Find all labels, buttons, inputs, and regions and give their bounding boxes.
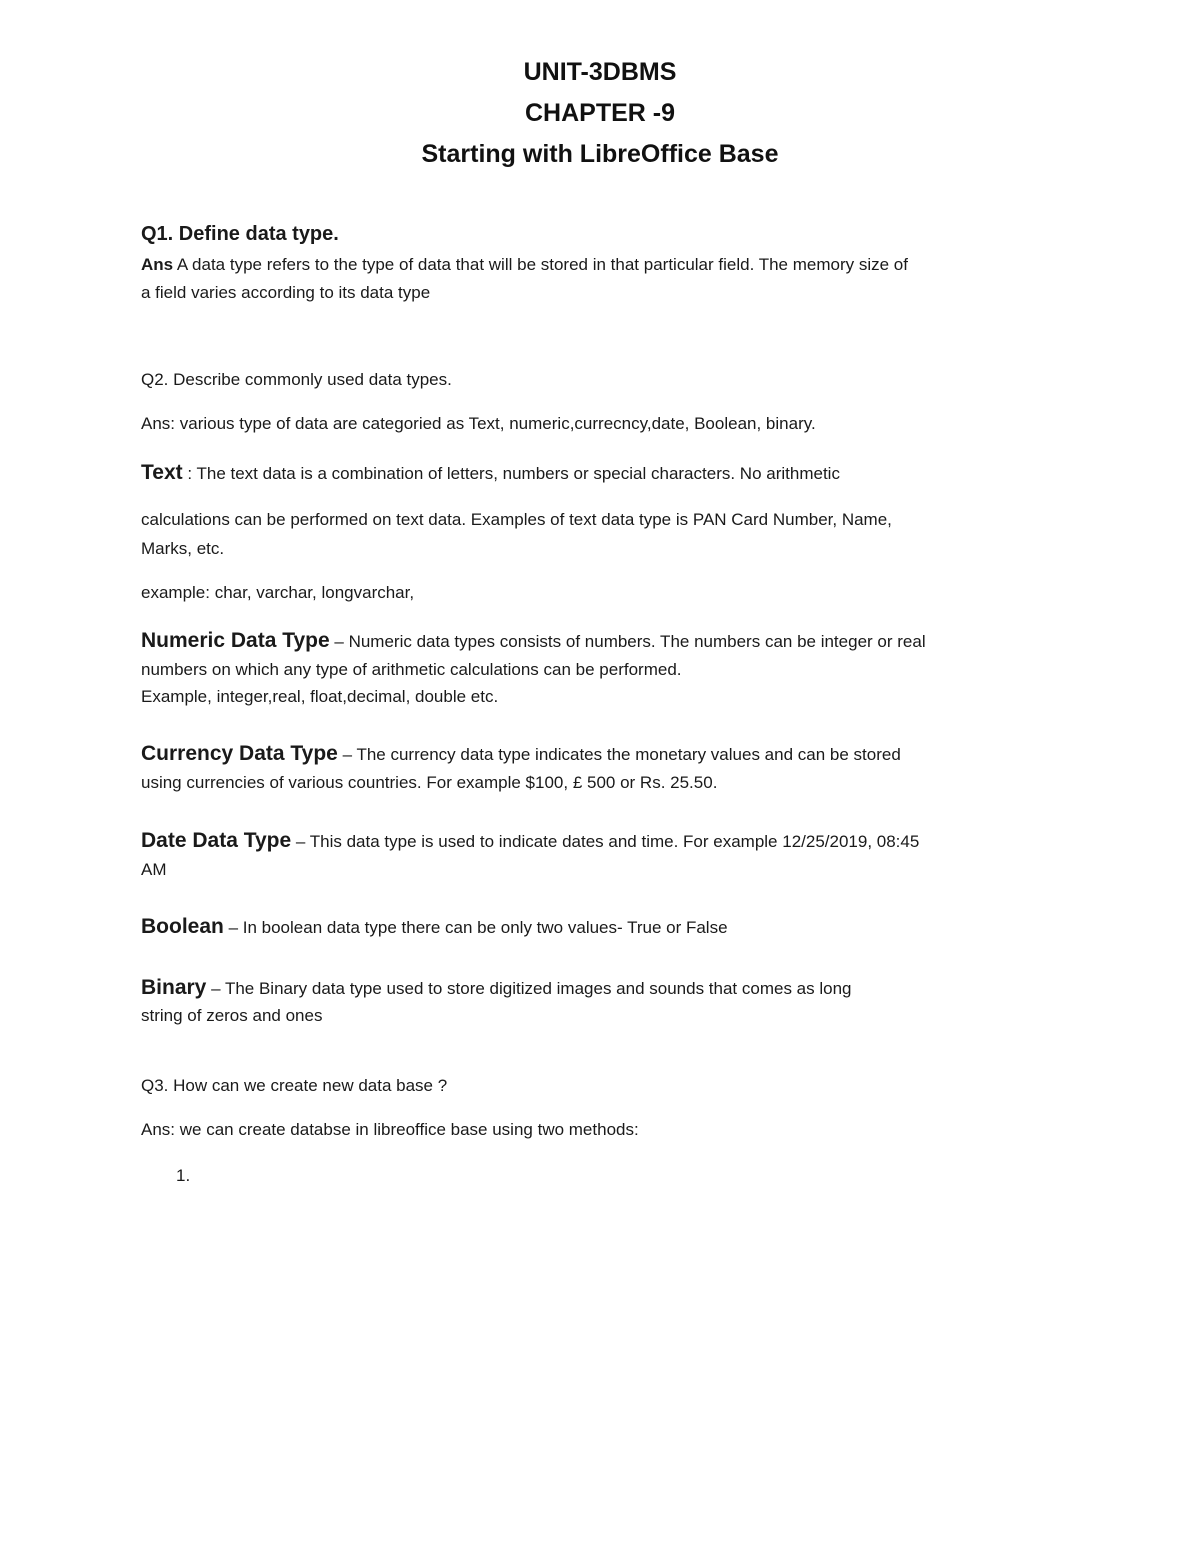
q1-answer-line-1 [141,251,1061,279]
text-type-line-2: calculations can be performed on text data. Examples of text data type is PAN Card Number, Name, [141,510,892,529]
q2-answer: Ans: various type of data are categoried as Text, numeric,currecncy,date, Boolean, binary. [141,414,816,433]
date-type-line-1 [141,827,1061,856]
q3-list-item-1: 1. [176,1166,191,1185]
currency-type-term: Currency Data Type [141,742,338,765]
boolean-type-desc-1: – In boolean data type there can be only two values- True or False [223,918,728,937]
chapter-title: CHAPTER -9 [524,99,675,127]
binary-type-line-1 [141,974,1061,1003]
text-type-line-1 [141,459,1061,488]
date-type-desc-1: – This data type is used to indicate dates and time. For example 12/25/2019, 08:45 [291,832,920,851]
numeric-type-desc-1: – Numeric data types consists of numbers. The numbers can be integer or real [329,632,926,651]
binary-type-line-2: string of zeros and ones [141,1006,323,1025]
currency-type-line-2: using currencies of various countries. For example $100, £ 500 or Rs. 25.50. [141,773,718,792]
q1-ans-text-1: A data type refers to the type of data that will be stored in that particular field. The memory size of [173,255,908,274]
unit-title: UNIT-3DBMS [523,58,677,86]
numeric-type-line-3: Example, integer,real, float,decimal, double etc. [141,687,499,706]
q1-answer-line-2: a field varies according to its data type [141,283,431,302]
binary-type-desc-1: – The Binary data type used to store digitized images and sounds that comes as long [206,979,852,998]
boolean-type-term: Boolean [141,915,224,938]
text-type-line-3: Marks, etc. [141,539,225,558]
q1-question: Q1. Define data type. [141,223,339,245]
boolean-type-line-1 [141,913,1061,942]
currency-type-line-1 [141,740,1061,769]
q1-ans-label: Ans [141,255,174,274]
q3-answer: Ans: we can create databse in libreoffice base using two methods: [141,1120,639,1139]
numeric-type-line-2: numbers on which any type of arithmetic calculations can be performed. [141,660,682,679]
date-type-line-2: AM [141,860,167,879]
date-type-term: Date Data Type [141,829,292,852]
text-type-term: Text [141,461,183,484]
binary-type-term: Binary [141,976,207,999]
q3-question: Q3. How can we create new data base ? [141,1076,448,1095]
q2-question: Q2. Describe commonly used data types. [141,370,452,389]
numeric-type-term: Numeric Data Type [141,629,330,652]
numeric-type-line-1 [141,627,1061,656]
text-type-desc-1: : The text data is a combination of letters, numbers or special characters. No arithmetic [182,464,840,483]
page-title: Starting with LibreOffice Base [421,140,779,168]
currency-type-desc-1: – The currency data type indicates the monetary values and can be stored [337,745,901,764]
text-type-example: example: char, varchar, longvarchar, [141,583,415,602]
